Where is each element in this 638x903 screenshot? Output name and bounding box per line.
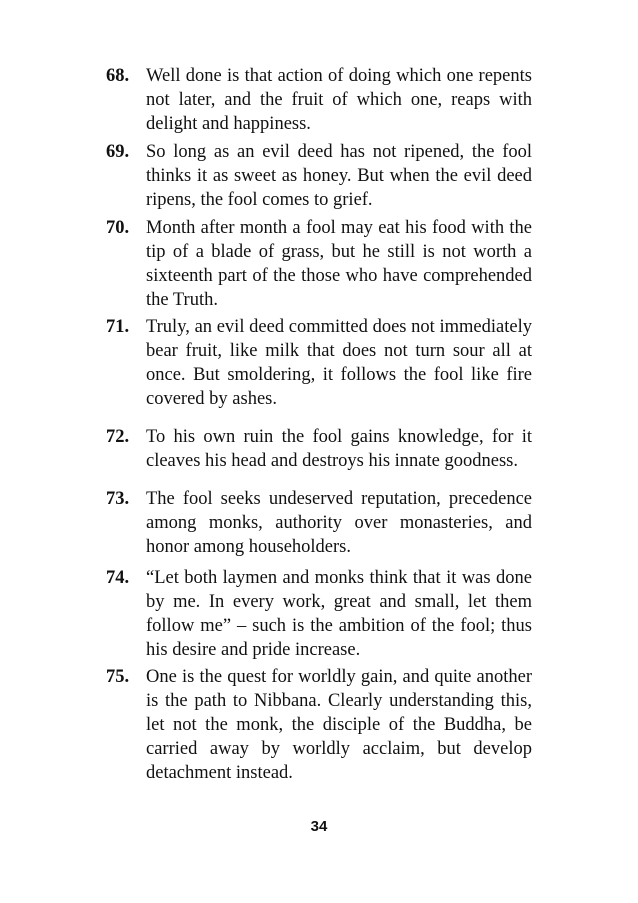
verse-72: [106, 425, 532, 473]
verse-71: [106, 315, 532, 411]
verse-text: Month after month a fool may eat his food with the tip of a blade of grass, but he still is not worth a sixteenth part of the those who have comprehended the Truth.: [146, 218, 532, 310]
verse-74: [106, 566, 532, 662]
verse-number: 71.: [106, 317, 130, 337]
verse-number: 73.: [106, 489, 130, 509]
page-number: 34: [310, 818, 328, 835]
verse-number: 75.: [106, 667, 130, 687]
verse-text: Well done is that action of doing which one repents not later, and the fruit of which one, reaps with delight and happiness.: [146, 66, 532, 134]
verse-text: To his own ruin the fool gains knowledge, for it cleaves his head and destroys his innate goodness.: [146, 427, 532, 471]
verse-number: 69.: [106, 142, 130, 162]
verse-75: [106, 665, 532, 785]
verse-text: Truly, an evil deed committed does not immediately bear fruit, like milk that does not turn sour all at once. But smoldering, it follows the fool like fire covered by ashes.: [146, 317, 532, 409]
verse-73: [106, 487, 532, 559]
verse-text: The fool seeks undeserved reputation, precedence among monks, authority over monasteries, and honor among householders.: [146, 489, 532, 557]
verse-text: So long as an evil deed has not ripened, the fool thinks it as sweet as honey. But when the evil deed ripens, the fool comes to grief.: [146, 142, 532, 210]
verse-69: [106, 140, 532, 212]
verse-text: “Let both laymen and monks think that it was done by me. In every work, great and small, let them follow me” – such is the ambition of the fool; thus his desire and pride increase.: [146, 568, 532, 660]
verse-number: 70.: [106, 218, 130, 238]
verse-text: One is the quest for worldly gain, and quite another is the path to Nibbana. Clearly understanding this, let not the monk, the disciple of the Buddha, be carried away by worldly acclaim, but develop detachment instead.: [146, 667, 532, 783]
verse-number: 68.: [106, 66, 130, 86]
verse-70: [106, 216, 532, 312]
verse-number: 74.: [106, 568, 130, 588]
verse-68: [106, 64, 532, 136]
verse-number: 72.: [106, 427, 130, 447]
